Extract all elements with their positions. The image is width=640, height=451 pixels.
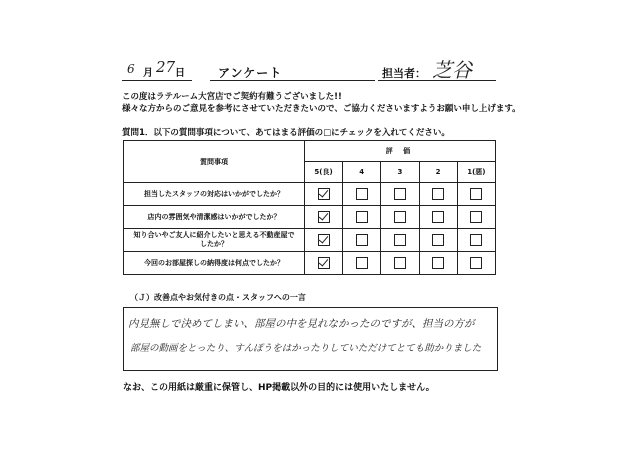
checkbox-q1-1[interactable] bbox=[470, 188, 482, 200]
checkbox-q3-4[interactable] bbox=[356, 234, 368, 246]
scale-1: 1(悪) bbox=[457, 162, 495, 183]
comment-line-2: 部屋の動画をとったり、すんぽうをはかったりしていただけてとても助かりました bbox=[130, 343, 482, 354]
table-row bbox=[124, 252, 496, 275]
checkbox-q1-2[interactable] bbox=[432, 188, 444, 200]
date-underline bbox=[122, 80, 192, 81]
comment-title: （Ｊ）改善点やお気付きの点・スタッフへの一言 bbox=[130, 293, 306, 302]
checkbox-q4-5[interactable] bbox=[318, 257, 330, 269]
date-month: 6 bbox=[127, 62, 135, 76]
footer-note: なお、この用紙は厳重に保管し、HP掲載以外の目的には使用いたしません。 bbox=[123, 383, 435, 393]
checkbox-q2-3[interactable] bbox=[394, 211, 406, 223]
checkbox-q4-2[interactable] bbox=[432, 257, 444, 269]
staff-underline bbox=[378, 80, 496, 81]
checkbox-q2-1[interactable] bbox=[470, 211, 482, 223]
checkbox-q4-1[interactable] bbox=[470, 257, 482, 269]
date-day-label: 日 bbox=[175, 68, 185, 79]
checkbox-q1-3[interactable] bbox=[394, 188, 406, 200]
staff-label: 担当者： bbox=[382, 67, 426, 80]
table-row bbox=[124, 229, 496, 252]
survey-table bbox=[123, 140, 496, 275]
checkbox-q1-5[interactable] bbox=[318, 188, 330, 200]
checkbox-q3-1[interactable] bbox=[470, 234, 482, 246]
scale-3: 3 bbox=[381, 162, 419, 183]
table-row bbox=[124, 183, 496, 206]
question-text-line-1: 知り合いやご友人に紹介したいと思える不動産屋で bbox=[133, 231, 295, 239]
question-text: 今回のお部屋探しの納得度は何点でしたか？ bbox=[124, 252, 305, 275]
question-text-line-2: したか？ bbox=[199, 240, 228, 248]
checkbox-q1-4[interactable] bbox=[356, 188, 368, 200]
form-title: アンケート bbox=[218, 66, 283, 80]
checkbox-q2-2[interactable] bbox=[432, 211, 444, 223]
question-text: 店内の雰囲気や清潔感はいかがでしたか？ bbox=[124, 206, 305, 229]
intro-line-2: 様々な方からのご意見を参考にさせていただきたいので、ご協力くださいますようお願い申し上げます。 bbox=[122, 104, 521, 114]
checkbox-q2-5[interactable] bbox=[318, 211, 330, 223]
comment-line-1: 内見無しで決めてしまい、部屋の中を見れなかったのですが、担当の方が bbox=[128, 318, 475, 330]
checkbox-q2-4[interactable] bbox=[356, 211, 368, 223]
checkbox-q3-3[interactable] bbox=[394, 234, 406, 246]
comment-box[interactable] bbox=[123, 307, 498, 371]
scale-2: 2 bbox=[419, 162, 457, 183]
rating-header: 評 価 bbox=[304, 141, 495, 162]
scale-5: 5(良) bbox=[304, 162, 342, 183]
checkbox-q3-5[interactable] bbox=[318, 234, 330, 246]
checkbox-q4-3[interactable] bbox=[394, 257, 406, 269]
question1-title: 質問1．以下の質問事項について、あてはまる評価の□にチェックを入れてください。 bbox=[122, 128, 450, 138]
checkbox-q4-4[interactable] bbox=[356, 257, 368, 269]
question-text: 担当したスタッフの対応はいかがでしたか？ bbox=[124, 183, 305, 206]
staff-name: 芝谷 bbox=[432, 58, 472, 82]
question-text bbox=[124, 229, 305, 252]
title-underline bbox=[210, 80, 375, 81]
question-header: 質問事項 bbox=[124, 141, 305, 183]
scale-4: 4 bbox=[343, 162, 381, 183]
date-month-label: 月 bbox=[143, 68, 153, 79]
table-row bbox=[124, 206, 496, 229]
date-day: 27 bbox=[156, 58, 176, 76]
intro-line-1: この度はラテルーム大宮店でご契約有難うございました!! bbox=[122, 92, 342, 102]
checkbox-q3-2[interactable] bbox=[432, 234, 444, 246]
